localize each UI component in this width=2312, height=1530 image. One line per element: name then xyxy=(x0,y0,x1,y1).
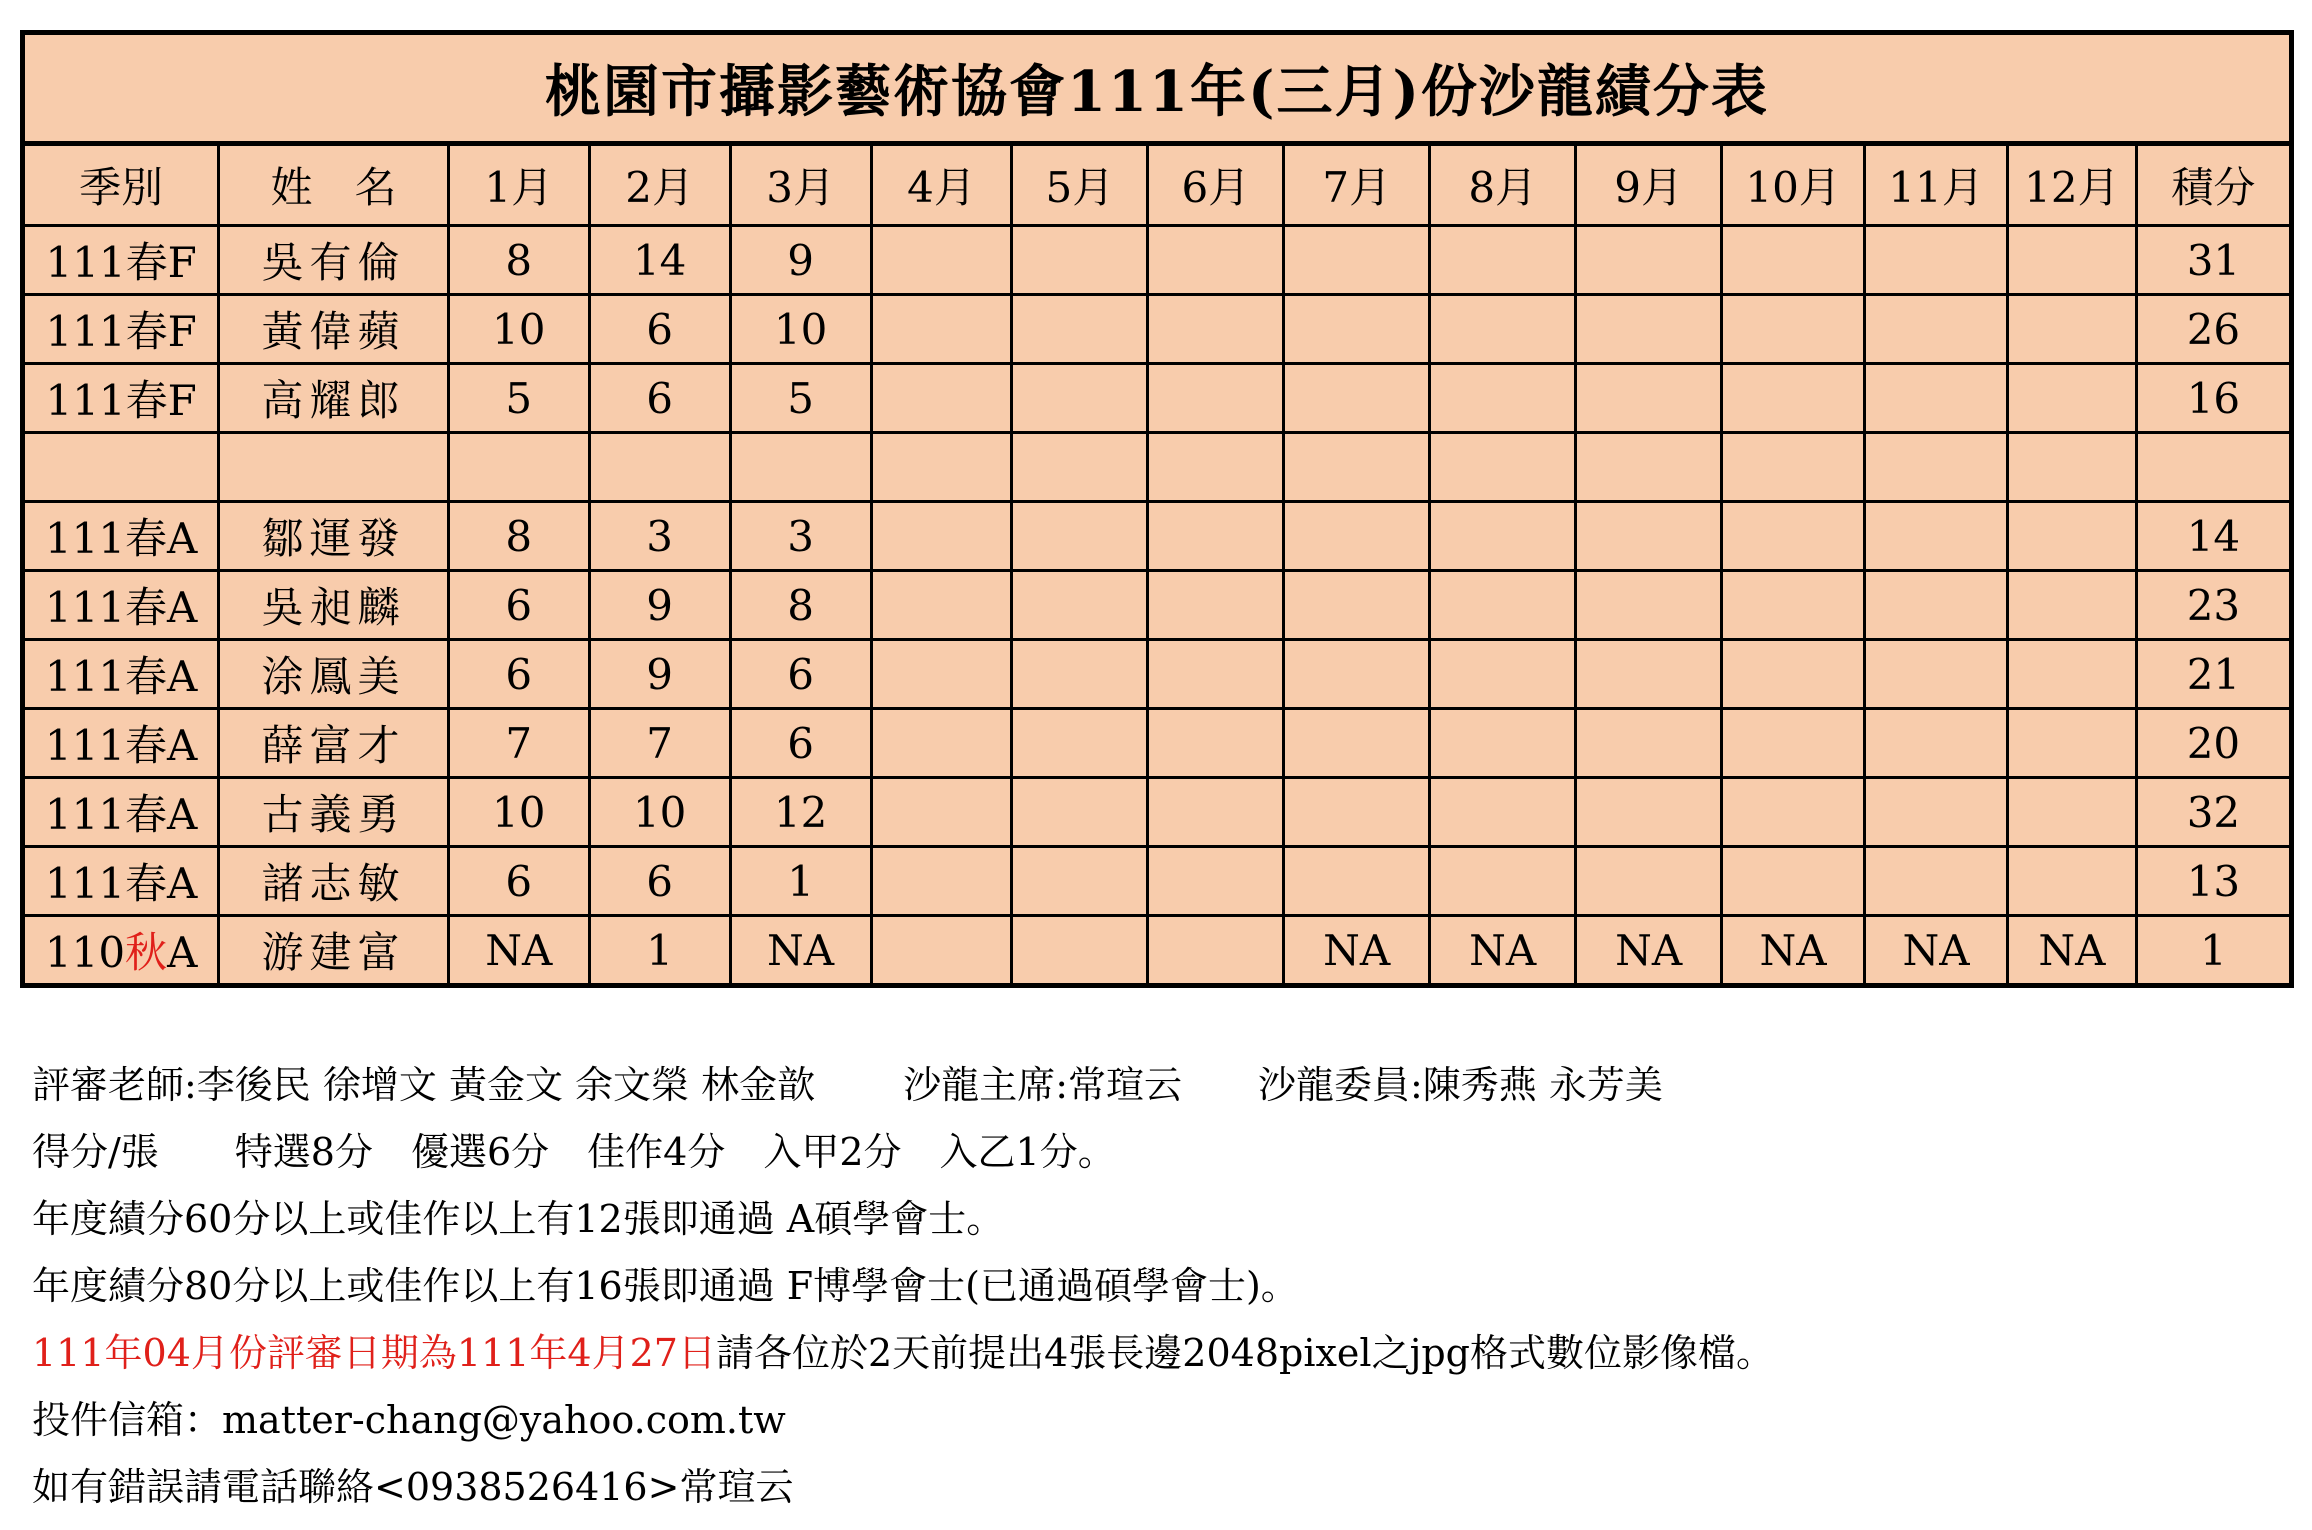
total-cell: 14 xyxy=(2136,502,2291,571)
total-cell: 26 xyxy=(2136,295,2291,364)
month-score-cell: 8 xyxy=(448,502,589,571)
table-row xyxy=(23,778,2292,847)
month-score-cell xyxy=(1576,709,1722,778)
column-header: 11月 xyxy=(1865,144,2008,226)
month-score-cell: 10 xyxy=(730,295,871,364)
month-score-cell xyxy=(2007,709,2136,778)
month-score-cell xyxy=(871,571,1012,640)
month-score-cell xyxy=(2007,364,2136,433)
month-score-cell xyxy=(1722,364,1865,433)
month-score-cell xyxy=(1722,433,1865,502)
month-score-cell: 6 xyxy=(589,364,730,433)
contact-line: 如有錯誤請電話聯絡<0938526416>常瑄云 xyxy=(32,1465,794,1509)
season-pre: 111春A xyxy=(44,514,198,563)
month-score-cell xyxy=(1430,778,1576,847)
month-score-cell xyxy=(1865,709,2008,778)
month-score-cell xyxy=(1430,295,1576,364)
email-line: 投件信箱：matter-chang@yahoo.com.tw xyxy=(32,1398,786,1442)
month-score-cell: 5 xyxy=(448,364,589,433)
month-score-cell xyxy=(1722,847,1865,916)
month-score-cell xyxy=(1148,640,1284,709)
name-cell: 高耀郎 xyxy=(219,364,449,433)
month-score-cell: 6 xyxy=(589,295,730,364)
rule-a-line: 年度績分60分以上或佳作以上有12張即通過 A碩學會士。 xyxy=(32,1197,1005,1241)
name-cell: 游建富 xyxy=(219,916,449,986)
season-pre: 111春F xyxy=(45,376,197,425)
month-score-cell: NA xyxy=(1722,916,1865,986)
month-score-cell: 3 xyxy=(730,502,871,571)
month-score-cell xyxy=(1012,502,1148,571)
month-score-cell xyxy=(589,433,730,502)
name-cell: 鄒運發 xyxy=(219,502,449,571)
column-header: 1月 xyxy=(448,144,589,226)
month-score-cell xyxy=(1284,571,1430,640)
month-score-cell: 7 xyxy=(448,709,589,778)
table-row xyxy=(23,295,2292,364)
name-cell: 黃偉蘋 xyxy=(219,295,449,364)
month-score-cell xyxy=(1865,433,2008,502)
month-score-cell xyxy=(1722,502,1865,571)
deadline-date: 111年04月份評審日期為111年4月27日 xyxy=(32,1331,716,1375)
month-score-cell: 9 xyxy=(589,640,730,709)
name-cell: 古義勇 xyxy=(219,778,449,847)
month-score-cell xyxy=(2007,502,2136,571)
month-score-cell xyxy=(1722,778,1865,847)
month-score-cell: NA xyxy=(1430,916,1576,986)
month-score-cell: 6 xyxy=(589,847,730,916)
month-score-cell xyxy=(871,916,1012,986)
table-row xyxy=(23,847,2292,916)
name-cell: 吳昶麟 xyxy=(219,571,449,640)
month-score-cell: 10 xyxy=(448,778,589,847)
total-cell: 32 xyxy=(2136,778,2291,847)
month-score-cell xyxy=(1865,502,2008,571)
total-cell: 16 xyxy=(2136,364,2291,433)
month-score-cell xyxy=(2007,640,2136,709)
column-header: 姓 名 xyxy=(219,144,449,226)
month-score-cell: 14 xyxy=(589,226,730,295)
judges-line: 評審老師:李後民 徐增文 黃金文 余文榮 林金歆 沙龍主席:常瑄云 沙龍委員:陳秀燕 永芳美 xyxy=(32,1063,1663,1107)
table-body xyxy=(23,226,2292,986)
score-table xyxy=(20,30,2294,988)
column-header: 積分 xyxy=(2136,144,2291,226)
month-score-cell xyxy=(1284,226,1430,295)
month-score-cell: NA xyxy=(1576,916,1722,986)
month-score-cell xyxy=(1284,502,1430,571)
month-score-cell: NA xyxy=(730,916,871,986)
month-score-cell xyxy=(1430,640,1576,709)
month-score-cell: 6 xyxy=(448,640,589,709)
month-score-cell xyxy=(1012,433,1148,502)
month-score-cell xyxy=(1865,226,2008,295)
month-score-cell xyxy=(1012,571,1148,640)
rule-f-line: 年度績分80分以上或佳作以上有16張即通過 F博學會士(已通過碩學會士)。 xyxy=(32,1264,1299,1308)
month-score-cell xyxy=(1576,226,1722,295)
month-score-cell xyxy=(871,295,1012,364)
total-cell: 31 xyxy=(2136,226,2291,295)
month-score-cell: 9 xyxy=(589,571,730,640)
name-cell: 吳有倫 xyxy=(219,226,449,295)
month-score-cell xyxy=(2007,433,2136,502)
month-score-cell: 10 xyxy=(448,295,589,364)
name-cell: 諸志敏 xyxy=(219,847,449,916)
month-score-cell xyxy=(871,709,1012,778)
table-row xyxy=(23,571,2292,640)
month-score-cell: 6 xyxy=(448,571,589,640)
table-row xyxy=(23,640,2292,709)
month-score-cell xyxy=(1012,847,1148,916)
column-header: 7月 xyxy=(1284,144,1430,226)
season-cell xyxy=(23,778,219,847)
month-score-cell xyxy=(871,778,1012,847)
month-score-cell: 6 xyxy=(730,709,871,778)
total-cell: 1 xyxy=(2136,916,2291,986)
month-score-cell xyxy=(871,502,1012,571)
season-pre: 111春A xyxy=(44,652,198,701)
season-cell xyxy=(23,571,219,640)
season-cell xyxy=(23,640,219,709)
month-score-cell xyxy=(1012,640,1148,709)
month-score-cell xyxy=(1012,778,1148,847)
month-score-cell xyxy=(871,226,1012,295)
season-cell xyxy=(23,433,219,502)
season-cell xyxy=(23,226,219,295)
season-pre: 110 xyxy=(44,928,126,977)
season-post: A xyxy=(167,928,198,977)
table-title: 桃園市攝影藝術協會111年(三月)份沙龍績分表 xyxy=(23,33,2292,144)
month-score-cell xyxy=(1865,571,2008,640)
column-header: 季別 xyxy=(23,144,219,226)
table-row xyxy=(23,364,2292,433)
month-score-cell xyxy=(1148,847,1284,916)
month-score-cell: 8 xyxy=(448,226,589,295)
month-score-cell: NA xyxy=(2007,916,2136,986)
season-cell xyxy=(23,709,219,778)
column-header: 6月 xyxy=(1148,144,1284,226)
season-cell xyxy=(23,295,219,364)
month-score-cell xyxy=(1148,709,1284,778)
column-header: 5月 xyxy=(1012,144,1148,226)
month-score-cell: 9 xyxy=(730,226,871,295)
deadline-instructions: 請各位於2天前提出4張長邊2048pixel之jpg格式數位影像檔。 xyxy=(715,1331,1774,1375)
table-row xyxy=(23,433,2292,502)
month-score-cell xyxy=(1012,364,1148,433)
month-score-cell xyxy=(1865,295,2008,364)
month-score-cell xyxy=(1148,571,1284,640)
name-cell: 涂鳳美 xyxy=(219,640,449,709)
month-score-cell xyxy=(448,433,589,502)
month-score-cell xyxy=(1865,640,2008,709)
total-cell: 13 xyxy=(2136,847,2291,916)
month-score-cell: 12 xyxy=(730,778,871,847)
month-score-cell: 5 xyxy=(730,364,871,433)
month-score-cell xyxy=(1012,226,1148,295)
total-cell: 23 xyxy=(2136,571,2291,640)
season-pre: 111春F xyxy=(45,238,197,287)
month-score-cell xyxy=(1284,640,1430,709)
month-score-cell xyxy=(1430,847,1576,916)
month-score-cell xyxy=(2007,847,2136,916)
table-row xyxy=(23,709,2292,778)
month-score-cell: 1 xyxy=(589,916,730,986)
month-score-cell xyxy=(1865,847,2008,916)
month-score-cell xyxy=(1284,778,1430,847)
month-score-cell xyxy=(871,847,1012,916)
month-score-cell xyxy=(1148,364,1284,433)
header-row xyxy=(23,144,2292,226)
name-cell: 薛富才 xyxy=(219,709,449,778)
season-pre: 111春A xyxy=(44,859,198,908)
month-score-cell xyxy=(1722,571,1865,640)
column-header: 9月 xyxy=(1576,144,1722,226)
month-score-cell xyxy=(1284,847,1430,916)
month-score-cell xyxy=(1722,709,1865,778)
month-score-cell xyxy=(1148,226,1284,295)
table-row xyxy=(23,226,2292,295)
month-score-cell: 6 xyxy=(448,847,589,916)
column-header: 12月 xyxy=(2007,144,2136,226)
season-hl: 秋 xyxy=(125,928,168,977)
month-score-cell: 7 xyxy=(589,709,730,778)
month-score-cell xyxy=(1148,433,1284,502)
month-score-cell xyxy=(1576,295,1722,364)
notes-section xyxy=(32,1052,2272,1521)
month-score-cell xyxy=(1722,295,1865,364)
season-cell xyxy=(23,364,219,433)
month-score-cell xyxy=(1430,709,1576,778)
season-pre: 111春A xyxy=(44,790,198,839)
month-score-cell xyxy=(1284,709,1430,778)
month-score-cell xyxy=(871,364,1012,433)
month-score-cell: 1 xyxy=(730,847,871,916)
deadline-line xyxy=(32,1320,2272,1387)
season-cell xyxy=(23,847,219,916)
month-score-cell xyxy=(2007,226,2136,295)
month-score-cell xyxy=(1576,571,1722,640)
month-score-cell xyxy=(1284,364,1430,433)
scoring-line: 得分/張 特選8分 優選6分 佳作4分 入甲2分 入乙1分。 xyxy=(32,1130,1116,1174)
month-score-cell xyxy=(1722,226,1865,295)
season-pre: 111春A xyxy=(44,721,198,770)
total-cell: 20 xyxy=(2136,709,2291,778)
month-score-cell xyxy=(1012,916,1148,986)
table-row xyxy=(23,916,2292,986)
month-score-cell xyxy=(1576,364,1722,433)
column-header: 2月 xyxy=(589,144,730,226)
month-score-cell xyxy=(1576,433,1722,502)
month-score-cell xyxy=(871,433,1012,502)
month-score-cell: NA xyxy=(1284,916,1430,986)
month-score-cell xyxy=(1148,295,1284,364)
column-header: 3月 xyxy=(730,144,871,226)
month-score-cell: NA xyxy=(1865,916,2008,986)
month-score-cell xyxy=(1284,295,1430,364)
month-score-cell: NA xyxy=(448,916,589,986)
month-score-cell: 8 xyxy=(730,571,871,640)
name-cell xyxy=(219,433,449,502)
month-score-cell xyxy=(1430,226,1576,295)
season-cell xyxy=(23,916,219,986)
month-score-cell xyxy=(2007,571,2136,640)
month-score-cell xyxy=(1722,640,1865,709)
month-score-cell xyxy=(730,433,871,502)
month-score-cell xyxy=(871,640,1012,709)
month-score-cell xyxy=(1865,778,2008,847)
column-header: 8月 xyxy=(1430,144,1576,226)
season-cell xyxy=(23,502,219,571)
month-score-cell xyxy=(1148,502,1284,571)
table-row xyxy=(23,502,2292,571)
month-score-cell: 3 xyxy=(589,502,730,571)
month-score-cell xyxy=(1576,502,1722,571)
month-score-cell xyxy=(1576,640,1722,709)
total-cell xyxy=(2136,433,2291,502)
month-score-cell xyxy=(2007,295,2136,364)
month-score-cell xyxy=(1284,433,1430,502)
month-score-cell xyxy=(1576,778,1722,847)
month-score-cell xyxy=(1430,433,1576,502)
month-score-cell: 6 xyxy=(730,640,871,709)
column-header: 10月 xyxy=(1722,144,1865,226)
month-score-cell xyxy=(1148,778,1284,847)
season-pre: 111春A xyxy=(44,583,198,632)
month-score-cell xyxy=(1576,847,1722,916)
total-cell: 21 xyxy=(2136,640,2291,709)
month-score-cell xyxy=(1148,916,1284,986)
month-score-cell xyxy=(1012,709,1148,778)
month-score-cell xyxy=(1430,571,1576,640)
season-pre: 111春F xyxy=(45,307,197,356)
month-score-cell: 10 xyxy=(589,778,730,847)
month-score-cell xyxy=(1430,364,1576,433)
column-header: 4月 xyxy=(871,144,1012,226)
month-score-cell xyxy=(2007,778,2136,847)
month-score-cell xyxy=(1430,502,1576,571)
month-score-cell xyxy=(1012,295,1148,364)
month-score-cell xyxy=(1865,364,2008,433)
